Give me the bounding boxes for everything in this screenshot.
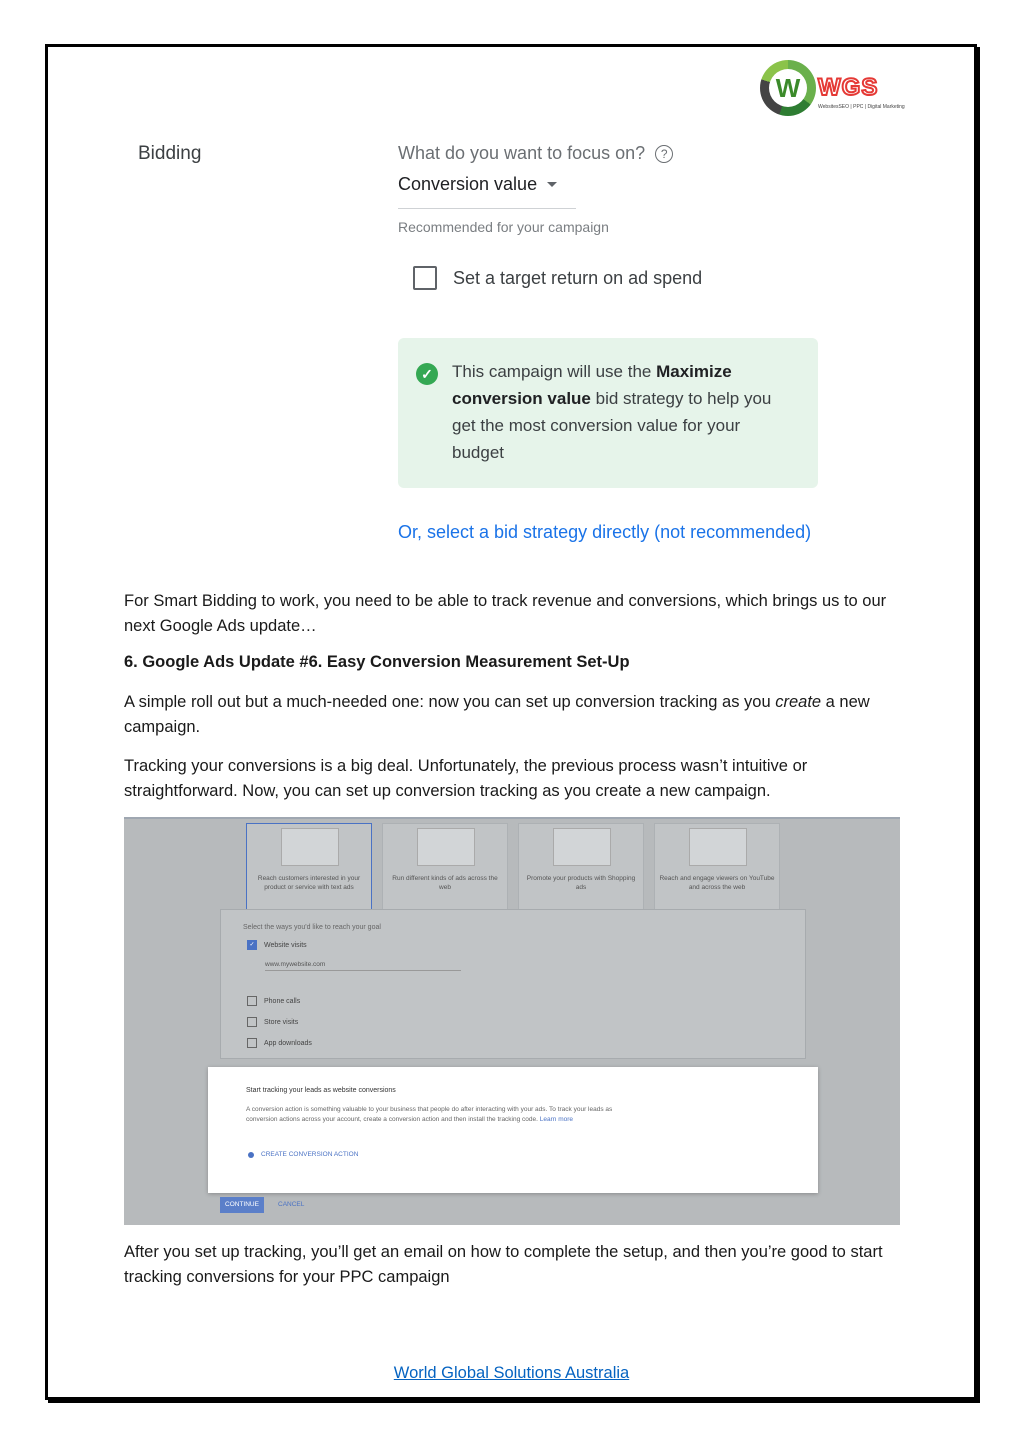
focus-dropdown-value: Conversion value	[398, 174, 538, 194]
website-visits-label: Website visits	[264, 941, 307, 949]
tracking-title: Start tracking your leads as website conversions	[246, 1087, 396, 1094]
rollout-text-post: a new campaign.	[124, 693, 870, 736]
checkbox-checked-icon[interactable]: ✓	[247, 940, 257, 950]
select-bid-strategy-link[interactable]: Or, select a bid strategy directly (not recommended)	[398, 522, 812, 542]
display-ad-preview-icon	[417, 828, 475, 866]
tracking-description-text: A conversion action is something valuable to your business that people do after interacting with your ads. To track your leads as conversion actions across your account, create a conversion action and then install the tracking code.	[246, 1106, 613, 1123]
tracking-description	[246, 1105, 626, 1125]
app-downloads-label: App downloads	[264, 1039, 312, 1047]
recommendation-note: Recommended for your campaign	[398, 219, 609, 235]
bidding-section-label: Bidding	[138, 143, 202, 164]
shopping-ad-preview-icon	[553, 828, 611, 866]
logo-ring-icon	[760, 60, 816, 116]
strategy-notice-text	[452, 358, 792, 466]
tile-caption: Reach and engage viewers on YouTube and across the web	[659, 875, 775, 891]
rollout-text-emphasis: create	[775, 693, 822, 711]
checkbox-icon[interactable]	[247, 1017, 257, 1027]
create-conversion-action-button[interactable]	[248, 1151, 358, 1158]
target-roas-label: Set a target return on ad spend	[453, 267, 703, 288]
store-visits-label: Store visits	[264, 1018, 299, 1026]
search-ad-preview-icon	[281, 828, 339, 866]
tile-caption: Run different kinds of ads across the web	[392, 875, 498, 891]
logo-mark: W	[769, 69, 807, 107]
target-roas-option[interactable]	[413, 266, 702, 290]
notice-text-post: bid strategy to help you get the most conversion value for your budget	[452, 389, 772, 462]
screenshot-top-border	[124, 817, 900, 819]
paragraph-rollout	[124, 690, 914, 740]
website-visits-option[interactable]	[247, 940, 307, 950]
conversion-setup-screenshot	[124, 817, 900, 1225]
paragraph-smart-bidding: For Smart Bidding to work, you need to be able to track revenue and conversions, which brings us to our next Google Ads update…	[124, 592, 887, 635]
strategy-notice	[398, 338, 818, 488]
goal-question: Select the ways you'd like to reach your goal	[243, 924, 381, 931]
wgs-logo	[760, 60, 910, 118]
tile-caption: Reach customers interested in your product or service with text ads	[257, 875, 361, 891]
rollout-text-pre: A simple roll out but a much-needed one: now you can set up conversion tracking as you	[124, 693, 776, 711]
check-circle-icon: ✓	[416, 363, 438, 385]
cancel-button[interactable]: CANCEL	[278, 1201, 305, 1208]
checkbox-icon[interactable]	[247, 996, 257, 1006]
help-icon[interactable]: ?	[655, 145, 673, 163]
continue-button[interactable]: CONTINUE	[220, 1197, 264, 1213]
campaign-type-tile-shopping[interactable]	[518, 823, 644, 913]
learn-more-link[interactable]: Learn more	[539, 1116, 574, 1123]
focus-dropdown[interactable]	[398, 174, 576, 209]
focus-question-text: What do you want to focus on?	[398, 143, 646, 163]
footer-link[interactable]	[0, 1364, 1023, 1383]
paragraph-tracking: Tracking your conversions is a big deal. Unfortunately, the previous process wasn’t intuitive or straightforward. Now, you can set up conversion tracking as you create a new campaign.	[124, 757, 808, 800]
campaign-type-tile-search[interactable]	[246, 823, 372, 913]
notice-text-pre: This campaign will use the	[452, 362, 657, 381]
tile-caption: Promote your products with Shopping ads	[526, 875, 636, 891]
phone-calls-label: Phone calls	[264, 997, 301, 1005]
focus-question	[398, 143, 673, 164]
paragraph-after-setup: After you set up tracking, you’ll get an email on how to complete the setup, and then you’re good to start tracking conversions for your PPC campaign	[124, 1243, 883, 1286]
plus-circle-icon	[248, 1152, 254, 1158]
website-url-field[interactable]: www.mywebsite.com	[265, 961, 461, 971]
footer-link-text[interactable]: World Global Solutions Australia	[393, 1364, 630, 1382]
checkbox-icon[interactable]	[247, 1038, 257, 1048]
chevron-down-icon	[547, 182, 557, 187]
conversion-tracking-card	[208, 1067, 818, 1193]
goal-options-card	[220, 909, 806, 1059]
campaign-type-tile-display[interactable]	[382, 823, 508, 913]
notice-text-bold: Maximize conversion value	[452, 362, 732, 408]
campaign-type-tile-video[interactable]	[654, 823, 780, 913]
create-conversion-action-label: CREATE CONVERSION ACTION	[261, 1151, 359, 1158]
phone-calls-option[interactable]	[247, 996, 300, 1006]
app-downloads-option[interactable]	[247, 1038, 312, 1048]
target-roas-checkbox[interactable]	[413, 266, 437, 290]
logo-tagline: WebsitesSEO | PPC | Digital Marketing	[818, 104, 905, 110]
logo-brand-text: WGS	[818, 74, 879, 101]
store-visits-option[interactable]	[247, 1017, 298, 1027]
section-heading: 6. Google Ads Update #6. Easy Conversion Measurement Set-Up	[124, 653, 630, 671]
video-ad-preview-icon	[689, 828, 747, 866]
